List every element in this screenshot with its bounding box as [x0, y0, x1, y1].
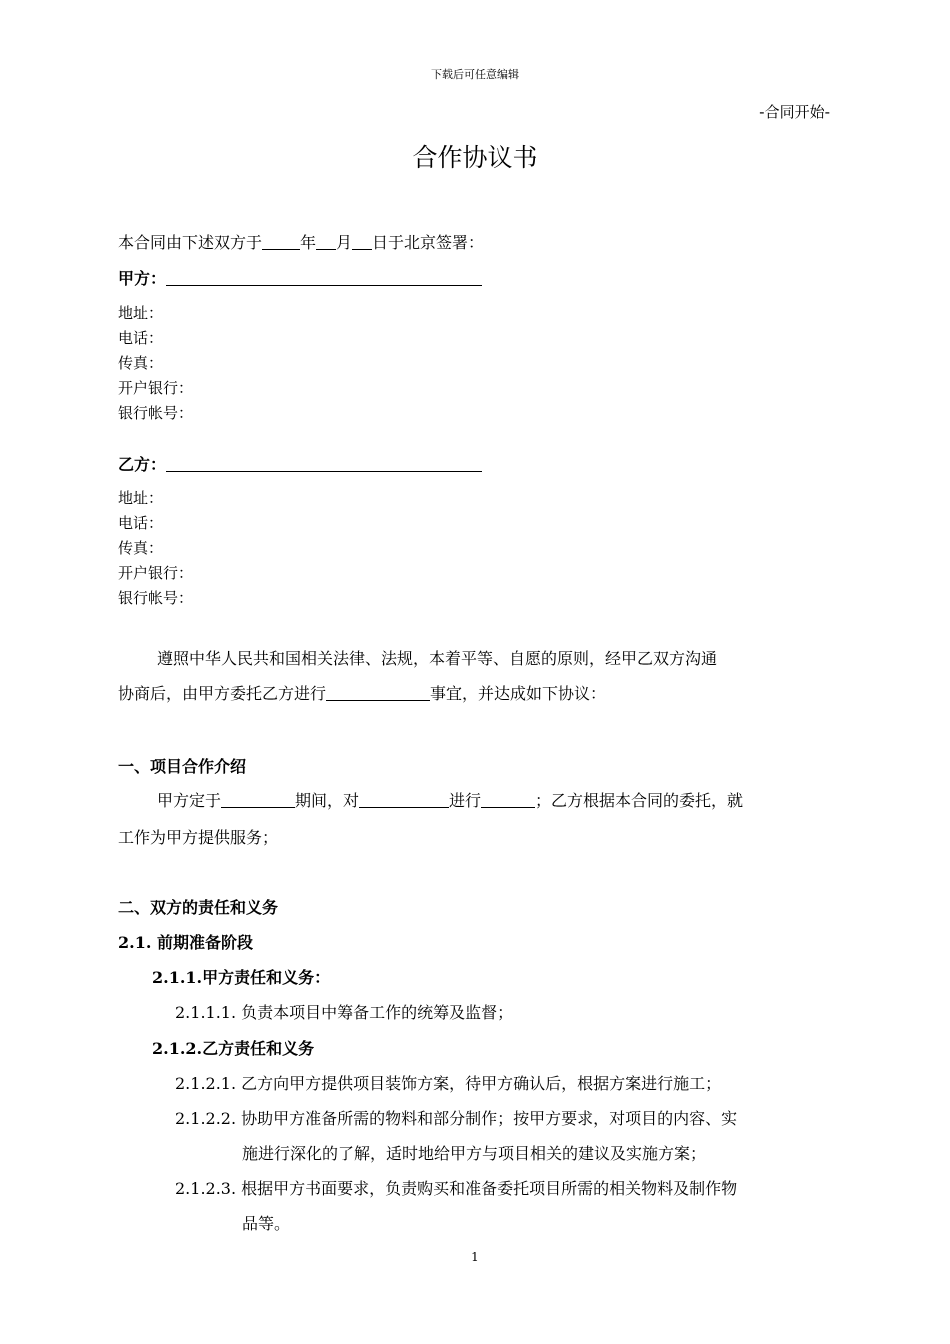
item-number: 2.1.1.1. — [175, 1003, 237, 1022]
party-b-line — [118, 452, 482, 475]
document-title: 合作协议书 — [412, 143, 538, 172]
s1-text-4: ；乙方根据本合同的委托，就 — [535, 791, 744, 810]
item-number: 2.1.2.3. — [175, 1179, 237, 1198]
signing-text-1: 本合同由下述双方于 — [118, 233, 263, 252]
item-2-1-1-1 — [175, 1000, 513, 1023]
month-label: 月 — [336, 233, 353, 252]
section-2-heading: 二、双方的责任和义务 — [118, 898, 279, 917]
month-blank[interactable] — [316, 233, 336, 250]
target-blank[interactable] — [359, 791, 449, 808]
item-2-1-2-2 — [175, 1106, 737, 1129]
preamble-line-2 — [118, 681, 606, 704]
item-2-1-2-3-cont: 品等。 — [242, 1214, 291, 1233]
s1-text-3: 进行 — [449, 791, 482, 810]
item-2-1-2-3 — [175, 1176, 737, 1199]
header-note: 下载后可任意编辑 — [431, 68, 519, 81]
item-text: 根据甲方书面要求，负责购买和准备委托项目所需的相关物料及制作物 — [241, 1179, 738, 1198]
party-a-phone: 电话： — [118, 329, 164, 347]
party-b-account: 银行帐号： — [118, 589, 194, 607]
signing-line — [118, 230, 484, 253]
period-blank[interactable] — [221, 791, 295, 808]
contract-start-label: -合同开始- — [759, 103, 830, 121]
party-b-bank: 开户银行： — [118, 564, 194, 582]
item-number: 2.1.2.2. — [175, 1109, 237, 1128]
item-text: 乙方向甲方提供项目装饰方案，待甲方确认后，根据方案进行施工； — [241, 1074, 722, 1093]
party-b-address: 地址： — [118, 489, 164, 507]
party-a-bank: 开户银行： — [118, 379, 194, 397]
section-2-1-2-heading: 2.1.2.乙方责任和义务 — [152, 1039, 315, 1058]
day-blank[interactable] — [352, 233, 372, 250]
page-number: 1 — [471, 1250, 479, 1264]
party-b-fax: 传真： — [118, 539, 164, 557]
item-2-1-2-1 — [175, 1071, 721, 1094]
preamble-text-b: 事宜，并达成如下协议： — [430, 684, 607, 703]
s1-text-1: 甲方定于 — [157, 791, 222, 810]
party-b-blank[interactable] — [166, 455, 482, 472]
matter-blank[interactable] — [326, 684, 430, 701]
preamble-text-a: 协商后，由甲方委托乙方进行 — [118, 684, 327, 703]
party-a-blank[interactable] — [166, 269, 482, 286]
preamble-line-1: 遵照中华人民共和国相关法律、法规，本着平等、自愿的原则，经甲乙双方沟通 — [157, 649, 718, 668]
section-1-heading: 一、项目合作介绍 — [118, 757, 247, 776]
section-1-line-1 — [157, 788, 743, 811]
party-a-label: 甲方： — [118, 269, 167, 288]
item-number: 2.1.2.1. — [175, 1074, 237, 1093]
year-label: 年 — [300, 233, 317, 252]
activity-blank[interactable] — [481, 791, 535, 808]
party-b-label: 乙方： — [118, 455, 167, 474]
party-b-phone: 电话： — [118, 514, 164, 532]
s1-text-2: 期间，对 — [295, 791, 360, 810]
party-a-fax: 传真： — [118, 354, 164, 372]
item-2-1-2-2-cont: 施进行深化的了解，适时地给甲方与项目相关的建议及实施方案； — [242, 1144, 707, 1163]
party-a-address: 地址： — [118, 304, 164, 322]
year-blank[interactable] — [262, 233, 300, 250]
section-2-1-1-heading: 2.1.1.甲方责任和义务： — [152, 968, 331, 987]
section-2-1-heading: 2.1. 前期准备阶段 — [118, 933, 253, 952]
item-text: 负责本项目中筹备工作的统筹及监督； — [241, 1003, 514, 1022]
signing-text-2: 日于北京签署： — [372, 233, 485, 252]
section-1-line-2: 工作为甲方提供服务； — [118, 828, 279, 847]
party-a-account: 银行帐号： — [118, 404, 194, 422]
item-text: 协助甲方准备所需的物料和部分制作；按甲方要求，对项目的内容、实 — [241, 1109, 738, 1128]
party-a-line — [118, 266, 482, 289]
